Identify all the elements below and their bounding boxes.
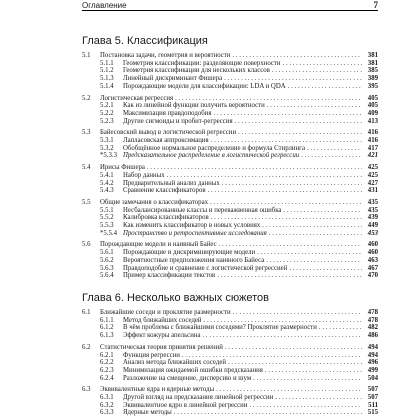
entry-title: Несбалансированные классы и переважвенная ошибка	[123, 206, 282, 214]
entry-number: 5.2	[82, 94, 91, 102]
entry-page-number: 435	[367, 206, 378, 214]
dot-leader	[275, 394, 362, 402]
dot-leader	[265, 367, 362, 375]
entry-number: 5.3.2	[100, 144, 114, 152]
entry-title: Калибровка классификаторов	[123, 214, 209, 222]
entry-page-number: 470	[367, 272, 378, 280]
dot-leader	[210, 199, 362, 207]
dot-leader	[202, 332, 362, 340]
entry-page-number: 425	[367, 171, 378, 179]
entry-number: 5.4.3	[100, 187, 114, 195]
entry-title: Ближайшие соседи и проклятие размерности	[100, 308, 231, 316]
toc-section-entry[interactable]	[82, 344, 378, 352]
toc-subsection-entry[interactable]	[82, 110, 378, 118]
entry-title: Порождающие и дискриминирующие модели	[123, 249, 256, 257]
entry-number: 6.1.1	[100, 316, 114, 324]
entry-number: 6.2	[82, 343, 91, 351]
toc-section-entry[interactable]	[82, 199, 378, 207]
entry-page-number: 421	[367, 152, 378, 160]
toc-section	[82, 241, 378, 280]
entry-title: Геометрия классификации: разделяющие поверхности	[123, 59, 281, 67]
entry-number: 5.6	[82, 241, 91, 249]
dot-leader	[233, 309, 362, 317]
entry-title: Линейный дискриминант Фишера	[123, 75, 223, 83]
dot-leader	[175, 95, 362, 103]
dot-leader	[253, 375, 362, 383]
entry-title: Статистическая теория принятия решений	[100, 343, 223, 351]
entry-title: Лапласовская аппроксимация	[123, 137, 209, 145]
dot-leader	[216, 386, 362, 394]
entry-title: Разложение на смещение, дисперсию и шум	[123, 374, 252, 382]
dot-leader	[283, 207, 362, 215]
entry-page-number: 413	[367, 117, 378, 125]
entry-title: Предсказательное распределение в логистической регрессии	[123, 152, 300, 160]
entry-number: 5.5.2	[100, 214, 114, 222]
toc-section	[82, 52, 378, 91]
entry-number: 5.2.2	[100, 109, 114, 117]
entry-page-number: 425	[367, 164, 378, 172]
entry-title: Логистическая регрессия	[100, 94, 174, 102]
toc-subsection-entry[interactable]	[82, 75, 378, 83]
toc-section	[82, 164, 378, 195]
dot-leader	[272, 67, 362, 75]
entry-title: Другие сигмоиды и пробит-регрессия	[123, 117, 233, 125]
entry-number: 5.4.2	[100, 179, 114, 187]
toc-subsection-entry[interactable]	[82, 249, 378, 257]
toc-subsection-entry[interactable]	[82, 230, 378, 238]
entry-page-number: 431	[367, 187, 378, 195]
entry-number: 6.3	[82, 386, 91, 394]
entry-page-number: 499	[367, 366, 378, 374]
entry-title: Общие замечания о классификаторах	[100, 198, 208, 206]
entry-page-number: 494	[367, 351, 378, 359]
toc-section-entry[interactable]	[82, 386, 378, 394]
entry-title: Метод ближайших соседей	[123, 316, 202, 324]
entry-page-number: 439	[367, 214, 378, 222]
dot-leader	[208, 187, 362, 195]
entry-page-number: 478	[367, 308, 378, 316]
dot-leader	[301, 152, 362, 160]
toc-section	[82, 309, 378, 340]
toc-section	[82, 386, 378, 417]
entry-page-number: 467	[367, 264, 378, 272]
entry-number: 5.3.1	[100, 137, 114, 145]
dot-leader	[262, 222, 362, 230]
entry-page-number: 381	[367, 52, 378, 59]
entry-page-number: 463	[367, 256, 378, 264]
dot-leader	[232, 52, 362, 60]
dot-leader	[307, 145, 362, 153]
dot-leader	[238, 129, 362, 137]
entry-number: 6.2.1	[100, 351, 114, 359]
toc-subsection-entry[interactable]	[82, 102, 378, 110]
dot-leader	[319, 324, 362, 332]
toc-subsection-entry[interactable]	[82, 409, 378, 417]
entry-title: Как из линейной функции получить вероятности	[123, 102, 265, 110]
toc-subsection-entry[interactable]	[82, 402, 378, 410]
toc-subsection-entry[interactable]	[82, 60, 378, 68]
entry-number: 6.2.3	[100, 366, 114, 374]
entry-number: 5.1.2	[100, 67, 114, 75]
entry-page-number: 417	[367, 144, 378, 152]
toc-subsection-entry[interactable]	[82, 145, 378, 153]
entry-title: Функция регрессии	[123, 351, 180, 359]
entry-title: Как изменить классификатор в новых условиях	[123, 222, 261, 230]
toc-section	[82, 199, 378, 238]
running-header-title: Оглавление	[82, 1, 127, 10]
dot-leader	[211, 137, 362, 145]
entry-title: Обобщённое нормальное распределение и формула Стирлинга	[123, 144, 305, 152]
toc-section-entry[interactable]	[82, 129, 378, 137]
entry-title: Вероятностные предположения наивного Байеса	[123, 256, 265, 264]
entry-page-number: 486	[367, 332, 378, 340]
table-of-contents	[82, 35, 378, 417]
entry-page-number: 494	[367, 343, 378, 351]
dot-leader	[224, 75, 362, 83]
entry-title: В чём проблема с ближайшими соседями? Проклятие размерности	[123, 324, 317, 332]
dot-leader	[269, 230, 362, 238]
entry-page-number: 385	[367, 67, 378, 75]
toc-subsection-entry[interactable]	[82, 265, 378, 273]
entry-title: Правдоподобие и сравнение с логистической регрессией	[123, 264, 288, 272]
entry-number: 5.1	[82, 52, 91, 59]
toc-subsection-entry[interactable]	[82, 394, 378, 402]
entry-page-number: 507	[367, 394, 378, 402]
entry-page-number: 435	[367, 198, 378, 206]
dot-leader	[217, 272, 362, 280]
toc-subsection-entry[interactable]	[82, 352, 378, 360]
entry-page-number: 511	[368, 401, 378, 409]
chapter-heading[interactable]: Глава 5. Классификация	[82, 35, 208, 47]
entry-page-number: 405	[367, 102, 378, 110]
dot-leader	[167, 172, 362, 180]
entry-number: 5.4.1	[100, 171, 114, 179]
entry-title: Предварительный анализ данных	[123, 179, 220, 187]
toc-subsection-entry[interactable]	[82, 83, 378, 91]
toc-subsection-entry[interactable]	[82, 137, 378, 145]
entry-title: Ядерные методы	[123, 409, 172, 417]
entry-page-number: 482	[367, 324, 378, 332]
dot-leader	[182, 352, 362, 360]
entry-number: 5.1.4	[100, 82, 114, 90]
toc-subsection-entry[interactable]	[82, 207, 378, 215]
toc-subsection-entry[interactable]	[82, 257, 378, 265]
entry-number: 5.5.3	[100, 222, 114, 230]
entry-title: Эквивалентные ядра и ядерные методы	[100, 386, 215, 394]
dot-leader	[147, 164, 362, 172]
entry-page-number: 478	[367, 316, 378, 324]
entry-title: Геометрия классификации для нескольких классов	[123, 67, 270, 75]
entry-page-number: 507	[367, 386, 378, 394]
toc-subsection-entry[interactable]	[82, 367, 378, 375]
dot-leader	[289, 265, 362, 273]
entry-number: 6.2.4	[100, 374, 114, 382]
toc-subsection-entry[interactable]	[82, 272, 378, 280]
entry-number: 5.6.3	[100, 264, 114, 272]
entry-page-number: 427	[367, 179, 378, 187]
entry-page-number: 389	[367, 75, 378, 83]
entry-title: Эквивалентное ядро в линейной регрессии	[123, 401, 248, 409]
entry-number: 6.3.2	[100, 401, 114, 409]
entry-page-number: 416	[367, 137, 378, 145]
entry-title: Другой взгляд на предсказания линейной регрессии	[123, 394, 274, 402]
dot-leader	[228, 359, 362, 367]
running-header	[82, 0, 378, 11]
entry-title: Минимизация ожидаемой ошибки предсказания	[123, 366, 263, 374]
entry-page-number: 409	[367, 109, 378, 117]
toc-section	[82, 344, 378, 383]
dot-leader	[288, 83, 362, 91]
toc-subsection-entry[interactable]	[82, 214, 378, 222]
entry-page-number: 496	[367, 359, 378, 367]
toc-subsection-entry[interactable]	[82, 324, 378, 332]
entry-title: Пространство и ретроспективные исследования	[123, 229, 267, 237]
toc-section-entry[interactable]	[82, 164, 378, 172]
entry-title: Набор данных	[123, 171, 165, 179]
entry-title: Порождающие модели для классификации: LDA и QDA	[123, 82, 286, 90]
dot-leader	[257, 249, 362, 257]
toc-section-entry[interactable]	[82, 309, 378, 317]
entry-number: 6.2.2	[100, 359, 114, 367]
toc-subsection-entry[interactable]	[82, 152, 378, 160]
entry-title: Байесовский вывод в логистической регрессии	[100, 129, 237, 137]
entry-page-number: 416	[367, 129, 378, 137]
toc-section-entry[interactable]	[82, 52, 378, 60]
entry-page-number: 504	[367, 374, 378, 382]
entry-page-number: 449	[367, 222, 378, 230]
dot-leader	[222, 180, 362, 188]
entry-title: Анализ метода ближайших соседей	[123, 359, 226, 367]
toc-subsection-entry[interactable]	[82, 222, 378, 230]
chapter-heading[interactable]: Глава 6. Несколько важных сюжетов	[82, 291, 269, 304]
dot-leader	[249, 402, 362, 410]
entry-number: 6.1	[82, 308, 91, 316]
entry-number: 5.1.3	[100, 75, 114, 83]
toc-subsection-entry[interactable]	[82, 172, 378, 180]
toc-subsection-entry[interactable]	[82, 375, 378, 383]
entry-number: 5.4	[82, 164, 91, 172]
entry-number: *5.5.4	[100, 229, 117, 237]
entry-page-number: 460	[367, 241, 378, 249]
entry-page-number: 453	[367, 229, 378, 237]
entry-number: 5.1.1	[100, 59, 114, 67]
entry-number: 5.6.4	[100, 272, 114, 280]
entry-title: Постановка задачи, геометрия и вероятности	[100, 52, 231, 59]
dot-leader	[235, 118, 362, 126]
page-number: 7	[373, 0, 378, 10]
dot-leader	[267, 102, 362, 110]
entry-page-number: 381	[367, 59, 378, 67]
dot-leader	[219, 241, 362, 249]
dot-leader	[204, 317, 362, 325]
entry-number: 6.3.1	[100, 394, 114, 402]
entry-title: Сравнение классификаторов	[123, 187, 206, 195]
toc-subsection-entry[interactable]	[82, 67, 378, 75]
toc-subsection-entry[interactable]	[82, 359, 378, 367]
entry-page-number: 395	[367, 82, 378, 90]
toc-section-entry[interactable]	[82, 241, 378, 249]
dot-leader	[174, 409, 362, 417]
dot-leader	[225, 344, 362, 352]
entry-page-number: 405	[367, 94, 378, 102]
entry-title: Эффект кожуры апельсина	[123, 332, 201, 340]
entry-title: Ирисы Фишера	[100, 164, 145, 172]
toc-section	[82, 95, 378, 126]
entry-number: 5.5.1	[100, 206, 114, 214]
toc-subsection-entry[interactable]	[82, 187, 378, 195]
entry-title: Порождающие модели и наивный Байес	[100, 241, 217, 249]
dot-leader	[213, 110, 362, 118]
toc-subsection-entry[interactable]	[82, 317, 378, 325]
entry-title: Максимизация правдоподобия	[123, 109, 212, 117]
toc-subsection-entry[interactable]	[82, 118, 378, 126]
toc-subsection-entry[interactable]	[82, 332, 378, 340]
entry-number: *5.3.3	[100, 152, 117, 160]
entry-number: 5.5	[82, 198, 91, 206]
toc-section	[82, 129, 378, 160]
entry-number: 5.2.3	[100, 117, 114, 125]
entry-number: 6.3.3	[100, 409, 114, 417]
entry-number: 6.1.2	[100, 324, 114, 332]
entry-number: 5.6.2	[100, 256, 114, 264]
entry-page-number: 515	[367, 409, 378, 417]
entry-number: 5.3	[82, 129, 91, 137]
entry-number: 5.6.1	[100, 249, 114, 257]
dot-leader	[283, 60, 362, 68]
dot-leader	[211, 214, 362, 222]
toc-section-entry[interactable]	[82, 95, 378, 103]
entry-page-number: 460	[367, 249, 378, 257]
entry-number: 5.2.1	[100, 102, 114, 110]
entry-number: 6.1.3	[100, 332, 114, 340]
entry-title: Пример классификации текстов	[123, 272, 216, 280]
dot-leader	[266, 257, 362, 265]
toc-subsection-entry[interactable]	[82, 180, 378, 188]
